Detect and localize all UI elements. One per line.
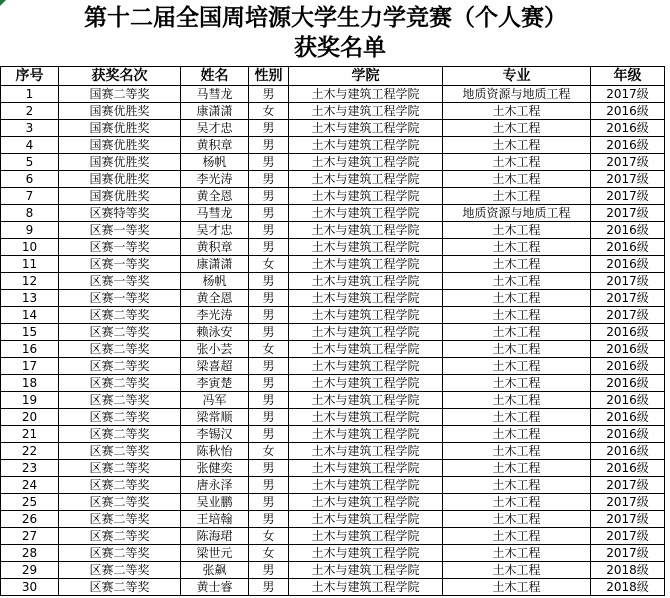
cell-college: 土木与建筑工程学院 — [289, 188, 443, 205]
cell-grade: 2016级 — [591, 256, 665, 273]
cell-college: 土木与建筑工程学院 — [289, 154, 443, 171]
table-row — [1, 171, 665, 188]
table-row — [1, 426, 665, 443]
cell-award: 区赛二等奖 — [59, 579, 181, 596]
cell-award: 区赛二等奖 — [59, 392, 181, 409]
cell-award: 国赛二等奖 — [59, 86, 181, 103]
cell-college: 土木与建筑工程学院 — [289, 307, 443, 324]
cell-gender: 女 — [249, 443, 289, 460]
cell-award: 区赛二等奖 — [59, 375, 181, 392]
cell-index: 3 — [1, 120, 59, 137]
cell-name: 陈海珺 — [181, 528, 249, 545]
table-row — [1, 307, 665, 324]
cell-index: 18 — [1, 375, 59, 392]
cell-grade: 2016级 — [591, 392, 665, 409]
table-row — [1, 511, 665, 528]
table-row — [1, 409, 665, 426]
cell-college: 土木与建筑工程学院 — [289, 239, 443, 256]
cell-major: 地质资源与地质工程 — [443, 86, 591, 103]
table-row — [1, 239, 665, 256]
cell-index: 13 — [1, 290, 59, 307]
cell-index: 28 — [1, 545, 59, 562]
cell-name: 吴才忠 — [181, 222, 249, 239]
cell-award: 区赛二等奖 — [59, 409, 181, 426]
cell-index: 21 — [1, 426, 59, 443]
cell-award: 区赛二等奖 — [59, 443, 181, 460]
cell-gender: 男 — [249, 494, 289, 511]
cell-college: 土木与建筑工程学院 — [289, 426, 443, 443]
cell-college: 土木与建筑工程学院 — [289, 443, 443, 460]
header-index: 序号 — [1, 67, 59, 86]
table-row — [1, 290, 665, 307]
cell-grade: 2016级 — [591, 239, 665, 256]
cell-name: 张小芸 — [181, 341, 249, 358]
table-row — [1, 120, 665, 137]
cell-gender: 男 — [249, 290, 289, 307]
table-row — [1, 528, 665, 545]
cell-index: 14 — [1, 307, 59, 324]
table-row — [1, 477, 665, 494]
cell-major: 土木工程 — [443, 103, 591, 120]
cell-award: 区赛一等奖 — [59, 290, 181, 307]
cell-college: 土木与建筑工程学院 — [289, 120, 443, 137]
cell-college: 土木与建筑工程学院 — [289, 562, 443, 579]
cell-grade: 2017级 — [591, 290, 665, 307]
cell-grade: 2016级 — [591, 137, 665, 154]
cell-index: 4 — [1, 137, 59, 154]
cell-college: 土木与建筑工程学院 — [289, 222, 443, 239]
cell-award: 国赛优胜奖 — [59, 103, 181, 120]
cell-grade: 2017级 — [591, 154, 665, 171]
cell-grade: 2018级 — [591, 562, 665, 579]
cell-major: 土木工程 — [443, 137, 591, 154]
cell-gender: 女 — [249, 528, 289, 545]
cell-college: 土木与建筑工程学院 — [289, 545, 443, 562]
cell-gender: 男 — [249, 358, 289, 375]
table-row — [1, 460, 665, 477]
cell-major: 土木工程 — [443, 222, 591, 239]
table-row — [1, 375, 665, 392]
cell-gender: 男 — [249, 171, 289, 188]
table-row — [1, 103, 665, 120]
cell-name: 吴才忠 — [181, 120, 249, 137]
table-row — [1, 137, 665, 154]
table-header-row — [1, 67, 665, 86]
table-row — [1, 188, 665, 205]
cell-grade: 2017级 — [591, 188, 665, 205]
cell-major: 土木工程 — [443, 239, 591, 256]
header-name: 姓名 — [181, 67, 249, 86]
table-row — [1, 154, 665, 171]
cell-major: 土木工程 — [443, 477, 591, 494]
table-row — [1, 341, 665, 358]
cell-gender: 男 — [249, 86, 289, 103]
cell-major: 土木工程 — [443, 528, 591, 545]
cell-name: 康潇潇 — [181, 103, 249, 120]
cell-award: 区赛一等奖 — [59, 273, 181, 290]
cell-award: 区赛一等奖 — [59, 222, 181, 239]
header-gender: 性别 — [249, 67, 289, 86]
cell-award: 区赛二等奖 — [59, 324, 181, 341]
cell-name: 吴业鹏 — [181, 494, 249, 511]
cell-award: 区赛二等奖 — [59, 528, 181, 545]
cell-grade: 2016级 — [591, 460, 665, 477]
table-row — [1, 222, 665, 239]
cell-index: 12 — [1, 273, 59, 290]
cell-name: 梁常顺 — [181, 409, 249, 426]
cell-major: 土木工程 — [443, 171, 591, 188]
table-row — [1, 324, 665, 341]
cell-gender: 男 — [249, 375, 289, 392]
cell-award: 区赛二等奖 — [59, 511, 181, 528]
cell-major: 土木工程 — [443, 460, 591, 477]
cell-award: 区赛一等奖 — [59, 239, 181, 256]
cell-college: 土木与建筑工程学院 — [289, 511, 443, 528]
cell-name: 张健奕 — [181, 460, 249, 477]
cell-major: 土木工程 — [443, 307, 591, 324]
cell-name: 李锡汉 — [181, 426, 249, 443]
table-row — [1, 443, 665, 460]
cell-gender: 男 — [249, 477, 289, 494]
cell-name: 马彗龙 — [181, 205, 249, 222]
cell-index: 29 — [1, 562, 59, 579]
cell-major: 土木工程 — [443, 494, 591, 511]
cell-grade: 2017级 — [591, 545, 665, 562]
cell-major: 土木工程 — [443, 120, 591, 137]
cell-award: 区赛二等奖 — [59, 358, 181, 375]
header-award: 获奖名次 — [59, 67, 181, 86]
cell-award: 区赛二等奖 — [59, 494, 181, 511]
table-row — [1, 358, 665, 375]
cell-award: 区赛二等奖 — [59, 562, 181, 579]
cell-name: 陈秋怡 — [181, 443, 249, 460]
cell-name: 黄积章 — [181, 137, 249, 154]
cell-major: 土木工程 — [443, 256, 591, 273]
cell-gender: 男 — [249, 137, 289, 154]
cell-gender: 女 — [249, 103, 289, 120]
cell-index: 17 — [1, 358, 59, 375]
cell-grade: 2017级 — [591, 171, 665, 188]
cell-major: 土木工程 — [443, 392, 591, 409]
cell-name: 冯军 — [181, 392, 249, 409]
cell-index: 2 — [1, 103, 59, 120]
cell-index: 16 — [1, 341, 59, 358]
cell-index: 5 — [1, 154, 59, 171]
cell-college: 土木与建筑工程学院 — [289, 171, 443, 188]
cell-index: 23 — [1, 460, 59, 477]
cell-grade: 2016级 — [591, 222, 665, 239]
cell-grade: 2016级 — [591, 443, 665, 460]
title-line-1: 第十二届全国周培源大学生力学竞赛（个人赛） — [84, 4, 567, 31]
cell-gender: 男 — [249, 239, 289, 256]
cell-major: 土木工程 — [443, 426, 591, 443]
cell-award: 国赛优胜奖 — [59, 137, 181, 154]
cell-award: 国赛优胜奖 — [59, 120, 181, 137]
table-row — [1, 494, 665, 511]
cell-grade: 2016级 — [591, 103, 665, 120]
cell-gender: 男 — [249, 120, 289, 137]
table-row — [1, 545, 665, 562]
cell-grade: 2017级 — [591, 86, 665, 103]
cell-gender: 男 — [249, 154, 289, 171]
cell-college: 土木与建筑工程学院 — [289, 460, 443, 477]
cell-award: 区赛特等奖 — [59, 205, 181, 222]
title-line-2: 获奖名单 — [294, 34, 386, 61]
cell-gender: 女 — [249, 256, 289, 273]
cell-major: 土木工程 — [443, 511, 591, 528]
cell-gender: 男 — [249, 324, 289, 341]
cell-award: 区赛二等奖 — [59, 426, 181, 443]
cell-name: 李光涛 — [181, 307, 249, 324]
document-title — [0, 0, 670, 66]
cell-index: 20 — [1, 409, 59, 426]
header-college: 学院 — [289, 67, 443, 86]
cell-gender: 男 — [249, 579, 289, 596]
cell-grade: 2017级 — [591, 494, 665, 511]
cell-college: 土木与建筑工程学院 — [289, 494, 443, 511]
cell-award: 区赛二等奖 — [59, 477, 181, 494]
cell-grade: 2017级 — [591, 205, 665, 222]
cell-grade: 2016级 — [591, 426, 665, 443]
cell-gender: 男 — [249, 409, 289, 426]
cell-grade: 2016级 — [591, 375, 665, 392]
cell-college: 土木与建筑工程学院 — [289, 579, 443, 596]
cell-major: 土木工程 — [443, 341, 591, 358]
table-body — [1, 86, 665, 596]
table-row — [1, 86, 665, 103]
cell-index: 26 — [1, 511, 59, 528]
cell-index: 15 — [1, 324, 59, 341]
cell-major: 土木工程 — [443, 375, 591, 392]
cell-name: 梁世元 — [181, 545, 249, 562]
cell-name: 黄士睿 — [181, 579, 249, 596]
cell-major: 土木工程 — [443, 358, 591, 375]
cell-gender: 男 — [249, 460, 289, 477]
cell-college: 土木与建筑工程学院 — [289, 273, 443, 290]
header-major: 专业 — [443, 67, 591, 86]
cell-major: 土木工程 — [443, 562, 591, 579]
cell-grade: 2018级 — [591, 579, 665, 596]
cell-name: 梁喜超 — [181, 358, 249, 375]
cell-award: 区赛二等奖 — [59, 545, 181, 562]
cell-grade: 2017级 — [591, 528, 665, 545]
cell-grade: 2016级 — [591, 120, 665, 137]
cell-gender: 男 — [249, 307, 289, 324]
cell-college: 土木与建筑工程学院 — [289, 137, 443, 154]
cell-major: 土木工程 — [443, 409, 591, 426]
cell-grade: 2016级 — [591, 358, 665, 375]
cell-college: 土木与建筑工程学院 — [289, 409, 443, 426]
cell-grade: 2017级 — [591, 477, 665, 494]
cell-grade: 2016级 — [591, 409, 665, 426]
table-row — [1, 256, 665, 273]
cell-college: 土木与建筑工程学院 — [289, 205, 443, 222]
cell-grade: 2017级 — [591, 307, 665, 324]
cell-college: 土木与建筑工程学院 — [289, 256, 443, 273]
cell-name: 王培翰 — [181, 511, 249, 528]
cell-college: 土木与建筑工程学院 — [289, 290, 443, 307]
header-grade: 年级 — [591, 67, 665, 86]
cell-index: 9 — [1, 222, 59, 239]
cell-name: 张飙 — [181, 562, 249, 579]
cell-award: 区赛二等奖 — [59, 307, 181, 324]
cell-gender: 男 — [249, 426, 289, 443]
cell-name: 黄全恩 — [181, 290, 249, 307]
cell-name: 杨帆 — [181, 154, 249, 171]
cell-gender: 男 — [249, 273, 289, 290]
cell-grade: 2017级 — [591, 511, 665, 528]
cell-gender: 男 — [249, 562, 289, 579]
cell-grade: 2017级 — [591, 273, 665, 290]
cell-gender: 男 — [249, 205, 289, 222]
cell-index: 8 — [1, 205, 59, 222]
cell-award: 区赛二等奖 — [59, 460, 181, 477]
cell-major: 土木工程 — [443, 188, 591, 205]
cell-name: 黄全恩 — [181, 188, 249, 205]
cell-grade: 2016级 — [591, 324, 665, 341]
cell-gender: 女 — [249, 545, 289, 562]
table-row — [1, 392, 665, 409]
cell-college: 土木与建筑工程学院 — [289, 375, 443, 392]
cell-college: 土木与建筑工程学院 — [289, 528, 443, 545]
cell-college: 土木与建筑工程学院 — [289, 86, 443, 103]
cell-index: 11 — [1, 256, 59, 273]
cell-major: 土木工程 — [443, 154, 591, 171]
cell-award: 区赛一等奖 — [59, 256, 181, 273]
cell-college: 土木与建筑工程学院 — [289, 103, 443, 120]
cell-award: 区赛二等奖 — [59, 341, 181, 358]
cell-major: 土木工程 — [443, 324, 591, 341]
cell-name: 赖泳安 — [181, 324, 249, 341]
cell-index: 19 — [1, 392, 59, 409]
cell-gender: 女 — [249, 341, 289, 358]
cell-major: 土木工程 — [443, 443, 591, 460]
cell-index: 27 — [1, 528, 59, 545]
cell-index: 22 — [1, 443, 59, 460]
cell-gender: 男 — [249, 511, 289, 528]
cell-index: 7 — [1, 188, 59, 205]
cell-gender: 男 — [249, 392, 289, 409]
cell-award: 国赛优胜奖 — [59, 188, 181, 205]
cell-name: 马彗龙 — [181, 86, 249, 103]
cell-major: 土木工程 — [443, 545, 591, 562]
cell-award: 国赛优胜奖 — [59, 171, 181, 188]
cell-index: 1 — [1, 86, 59, 103]
cell-college: 土木与建筑工程学院 — [289, 477, 443, 494]
cell-major: 土木工程 — [443, 579, 591, 596]
cell-college: 土木与建筑工程学院 — [289, 341, 443, 358]
cell-index: 25 — [1, 494, 59, 511]
award-list-table — [0, 66, 665, 596]
cell-name: 李寅楚 — [181, 375, 249, 392]
cell-major: 土木工程 — [443, 273, 591, 290]
cell-index: 30 — [1, 579, 59, 596]
cell-name: 唐永泽 — [181, 477, 249, 494]
cell-name: 李光涛 — [181, 171, 249, 188]
table-row — [1, 579, 665, 596]
cell-index: 6 — [1, 171, 59, 188]
cell-index: 24 — [1, 477, 59, 494]
cell-major: 地质资源与地质工程 — [443, 205, 591, 222]
cell-award: 国赛优胜奖 — [59, 154, 181, 171]
table-row — [1, 273, 665, 290]
cell-college: 土木与建筑工程学院 — [289, 324, 443, 341]
cell-name: 杨帆 — [181, 273, 249, 290]
table-row — [1, 562, 665, 579]
table-row — [1, 205, 665, 222]
cell-gender: 男 — [249, 188, 289, 205]
cell-name: 黄积章 — [181, 239, 249, 256]
cell-index: 10 — [1, 239, 59, 256]
cell-gender: 男 — [249, 222, 289, 239]
cell-major: 土木工程 — [443, 290, 591, 307]
cell-college: 土木与建筑工程学院 — [289, 358, 443, 375]
cell-name: 康潇潇 — [181, 256, 249, 273]
cell-college: 土木与建筑工程学院 — [289, 392, 443, 409]
cell-grade: 2016级 — [591, 341, 665, 358]
